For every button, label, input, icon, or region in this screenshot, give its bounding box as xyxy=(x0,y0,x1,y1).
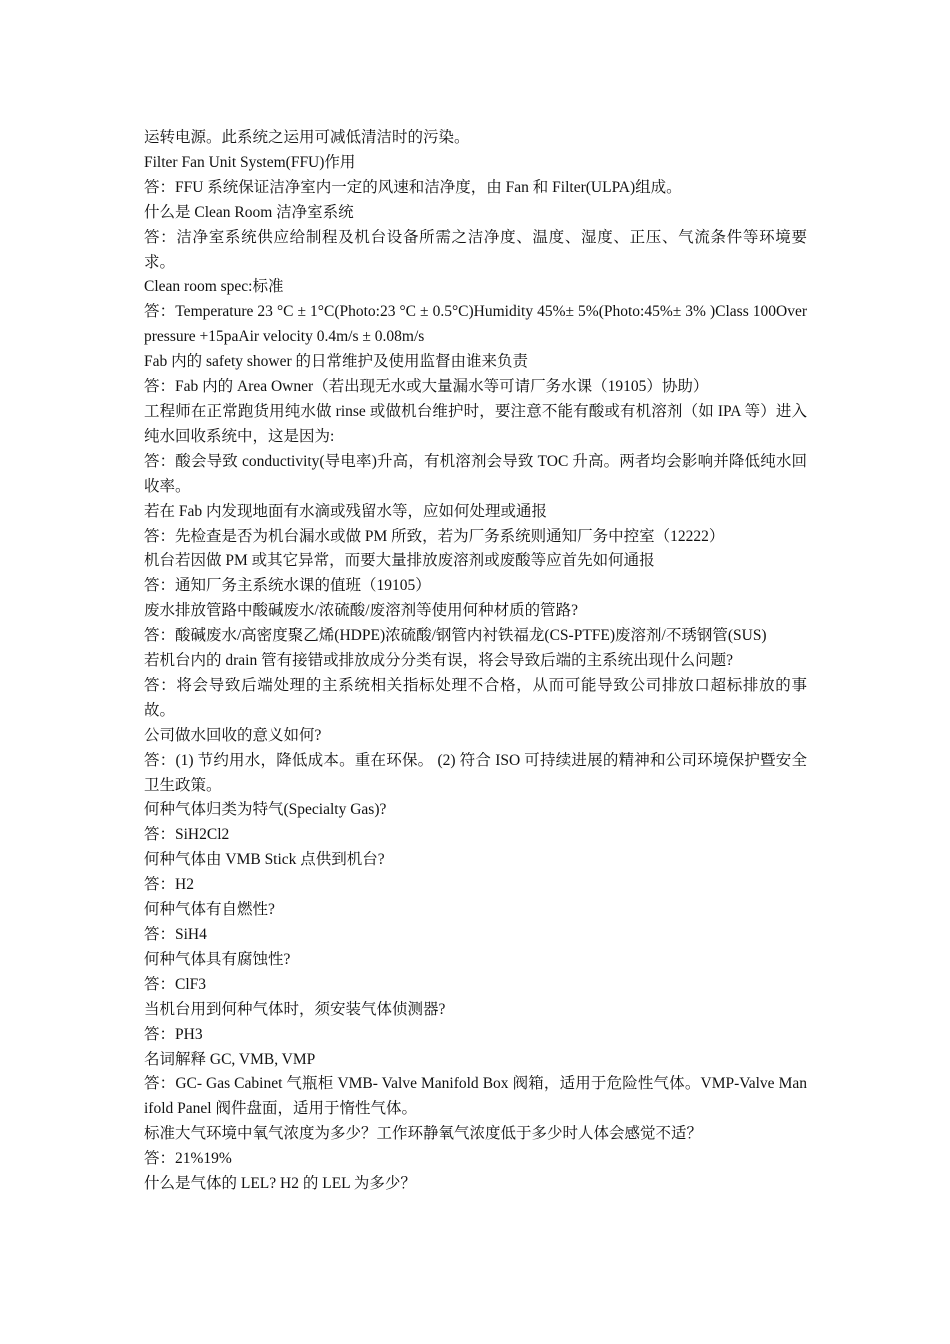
question-line: 何种气体由 VMB Stick 点供到机台? xyxy=(144,851,385,869)
question-line: 何种气体具有腐蚀性? xyxy=(144,950,291,968)
question-line: 什么是 Clean Room 洁净室系统 xyxy=(144,203,354,221)
answer-line: 答：酸碱废水/高密度聚乙烯(HDPE)浓硫酸/钢管内衬铁福龙(CS-PTFE)废溶剂/不琇钢管(SUS) xyxy=(144,627,767,645)
answer-line: 答：H2 xyxy=(144,876,194,894)
answer-line: 答：通知厂务主系统水课的值班（19105） xyxy=(144,577,431,595)
question-line: 若在 Fab 内发现地面有水滴或残留水等，应如何处理或通报 xyxy=(144,502,548,520)
answer-line: 答：GC- Gas Cabinet 气瓶柜 VMB- Valve Manifold Box 阀箱，适用于危险性气体。VMP-Valve Manifold Panel 阀件盘面，适用于惰性气体。 xyxy=(144,1075,807,1118)
answer-line: 答：酸会导致 conductivity(导电率)升高，有机溶剂会导致 TOC 升高。两者均会影响并降低纯水回收率。 xyxy=(144,452,807,495)
question-line: 名词解释 GC, VMB, VMP xyxy=(144,1050,316,1068)
document-body xyxy=(144,126,807,1197)
question-line: 工程师在正常跑货用纯水做 rinse 或做机台维护时，要注意不能有酸或有机溶剂（如 IPA 等）进入纯水回收系统中，这是因为: xyxy=(144,402,807,445)
answer-line: 答：ClF3 xyxy=(144,975,207,993)
answer-line: 答：先检查是否为机台漏水或做 PM 所致，若为厂务系统则通知厂务中控室（12222） xyxy=(144,527,725,545)
answer-line: 答：21%19% xyxy=(144,1150,232,1168)
answer-line: 答：洁净室系统供应给制程及机台设备所需之洁净度、温度、湿度、正压、气流条件等环境要求。 xyxy=(144,228,807,271)
question-line: 当机台用到何种气体时，须安装气体侦测器? xyxy=(144,1000,446,1018)
answer-line: 答：FFU 系统保证洁净室内一定的风速和洁净度，由 Fan 和 Filter(ULPA)组成。 xyxy=(144,178,682,196)
question-line: 若机台内的 drain 管有接错或排放成分分类有误，将会导致后端的主系统出现什么问题? xyxy=(144,652,733,670)
question-line: Clean room spec:标准 xyxy=(144,278,284,296)
question-line: 机台若因做 PM 或其它异常，而要大量排放废溶剂或废酸等应首先如何通报 xyxy=(144,552,655,570)
answer-line: 答：PH3 xyxy=(144,1025,203,1043)
question-line: 何种气体有自燃性? xyxy=(144,901,275,919)
answer-line: 答：将会导致后端处理的主系统相关指标处理不合格，从而可能导致公司排放口超标排放的事故。 xyxy=(144,676,807,719)
answer-line: 答：Fab 内的 Area Owner（若出现无水或大量漏水等可请厂务水课（19105）协助） xyxy=(144,378,709,396)
answer-line: 答：SiH4 xyxy=(144,926,207,943)
answer-line: 答：Temperature 23 °C ± 1°C(Photo:23 °C ± 0.5°C)Humidity 45%± 5%(Photo:45%± 3% )Class 100Overpressure +15paAir velocity 0.4m/s ± 0.08m/s xyxy=(144,303,807,346)
answer-line: 答：SiH2Cl2 xyxy=(144,826,230,844)
question-line: 公司做水回收的意义如何? xyxy=(144,726,322,744)
question-line: 标准大气环境中氧气浓度为多少？工作环静氧气浓度低于多少时人体会感觉不适？ xyxy=(144,1125,703,1143)
text-line: 运转电源。此系统之运用可减低清洁时的污染。 xyxy=(144,129,470,146)
question-line: 何种气体归类为特气(Specialty Gas)? xyxy=(144,801,387,819)
question-line: Filter Fan Unit System(FFU)作用 xyxy=(144,153,356,171)
answer-line: 答：(1) 节约用水，降低成本。重在环保。 (2) 符合 ISO 可持续进展的精神和公司环境保护暨安全卫生政策。 xyxy=(144,751,807,794)
question-line: 什么是气体的 LEL? H2 的 LEL 为多少？ xyxy=(144,1175,416,1193)
question-line: Fab 内的 safety shower 的日常维护及使用监督由谁来负责 xyxy=(144,353,529,371)
question-line: 废水排放管路中酸碱废水/浓硫酸/废溶剂等使用何种材质的管路? xyxy=(144,602,578,620)
